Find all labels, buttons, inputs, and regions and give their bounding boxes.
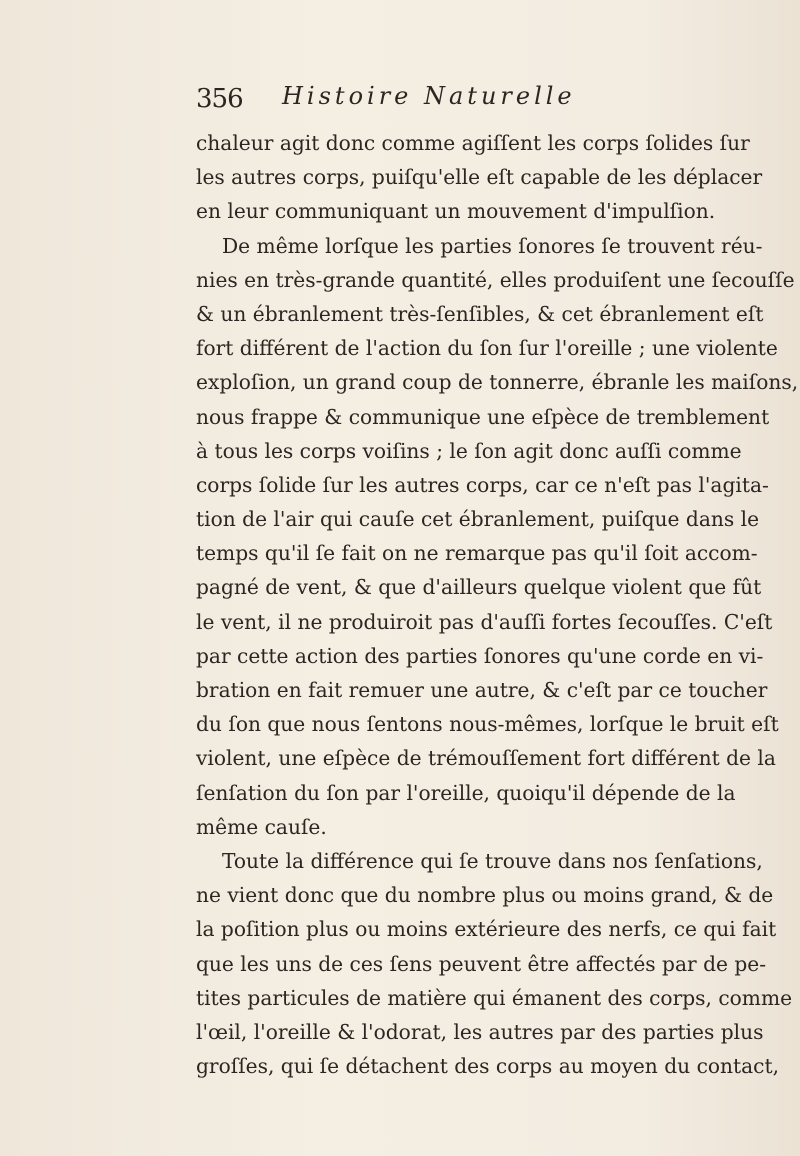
running-title: Histoire Naturelle (282, 82, 576, 110)
text-line: corps ſolide ſur les autres corps, car ce n'eſt pas l'agita- (196, 472, 769, 497)
text-line: la poſition plus ou moins extérieure des nerfs, ce qui fait (196, 917, 777, 942)
paragraph-end-line: en leur communiquant un mouvement d'impulſion. (196, 199, 716, 224)
text-line: que les uns de ces ſens peuvent être affectés par de pe- (196, 951, 767, 976)
page-number: 356 (196, 84, 243, 114)
text-line: tion de l'air qui cauſe cet ébranlement, puiſque dans le (196, 507, 760, 532)
paragraph-start-line: Toute la différence qui ſe trouve dans nos ſenſations, (222, 848, 763, 873)
paragraph-start-line: De même lorſque les parties ſonores ſe trouvent réu- (222, 233, 763, 258)
text-line: violent, une eſpèce de trémouſſement fort différent de la (196, 746, 776, 771)
text-line: les autres corps, puiſqu'elle eſt capable de les déplacer (196, 165, 763, 190)
body-text (196, 126, 799, 1083)
text-line: fort différent de l'action du ſon ſur l'oreille ; une violente (196, 336, 778, 361)
page-header (196, 78, 656, 118)
text-line: nies en très-grande quantité, elles produiſent une ſecouſſe (196, 267, 795, 292)
text-line: par cette action des parties ſonores qu'une corde en vi- (196, 643, 764, 668)
text-line: temps qu'il ſe fait on ne remarque pas qu'il ſoit accom- (196, 541, 758, 566)
text-line: à tous les corps voiſins ; le ſon agit donc auſſi comme (196, 438, 742, 463)
text-line: bration en fait remuer une autre, & c'eſt par ce toucher (196, 678, 768, 702)
text-line: groſſes, qui ſe détachent des corps au moyen du contact, (196, 1054, 780, 1079)
text-line: ne vient donc que du nombre plus ou moins grand, & de (196, 883, 774, 908)
text-line: nous frappe & communique une eſpèce de tremblement (196, 404, 770, 429)
text-line: l'œil, l'oreille & l'odorat, les autres par des parties plus (196, 1019, 764, 1044)
text-line: chaleur agit donc comme agiſſent les corps ſolides ſur (196, 131, 750, 155)
paragraph-end-line: même cauſe. (196, 814, 327, 839)
text-line: pagné de vent, & que d'ailleurs quelque violent que fût (196, 575, 762, 600)
text-line: exploſion, un grand coup de tonnerre, ébranle les maiſons, (196, 370, 799, 395)
text-line: tites particules de matière qui émanent des corps, comme (196, 985, 793, 1010)
text-line: & un ébranlement très-ſenſibles, & cet ébranlement eſt (196, 301, 764, 326)
text-line: ſenſation du ſon par l'oreille, quoiqu'il dépende de la (196, 780, 736, 805)
text-line: du ſon que nous ſentons nous-mêmes, lorſque le bruit eſt (196, 712, 779, 737)
text-line: le vent, il ne produiroit pas d'auſſi fortes ſecouſſes. C'eſt (196, 609, 773, 634)
